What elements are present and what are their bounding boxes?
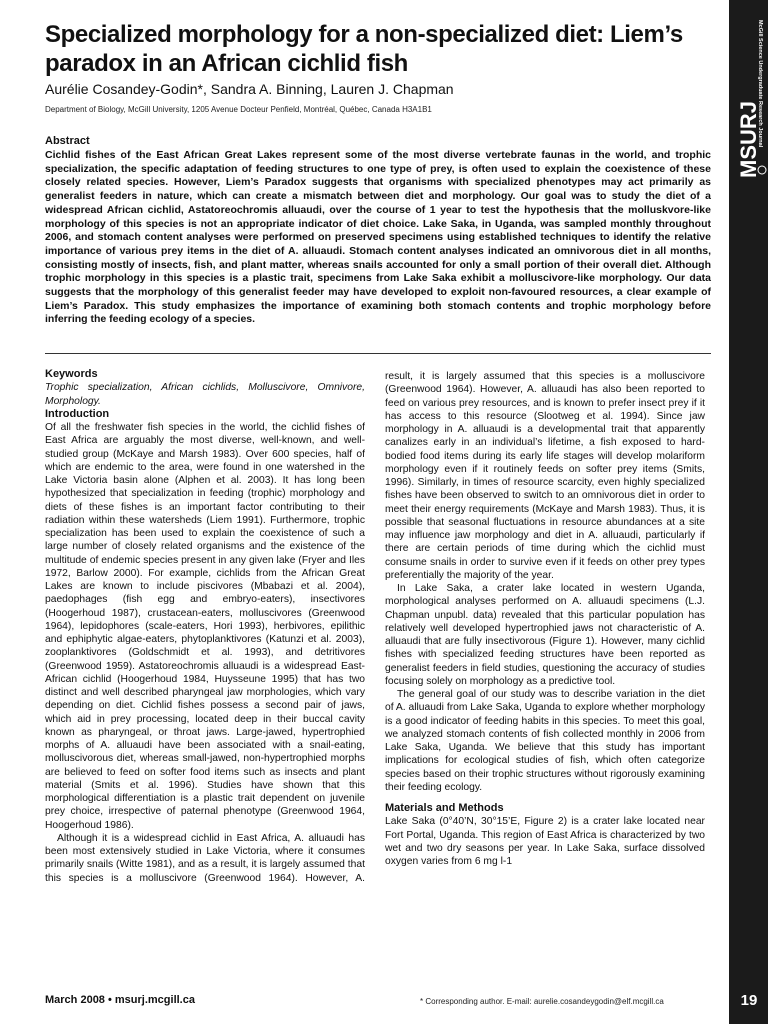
introduction-heading: Introduction (45, 407, 110, 420)
msurj-logo-icon (726, 48, 768, 188)
footer-date-url: March 2008 • msurj.mcgill.ca (45, 994, 195, 1006)
authors: Aurélie Cosandey-Godin*, Sandra A. Binning, Lauren J. Chapman (45, 81, 454, 97)
intro-paragraph-2: Although it is a widespread cichlid in East Africa, A. alluaudi has been most extensively studied in Lake Victoria, where it consumes primarily snails (Witte 1981), and as a result, it is largely assumed that this species is a molluscivore (Greenwood 1964). However, A. (45, 832, 365, 884)
abstract-heading: Abstract (45, 135, 90, 147)
intro-paragraph-1: Of all the freshwater fish species in the world, the cichlid fishes of East Africa are arguably the most diverse, well-known, and well-studied group (McKaye and Marsh 1983). Over 600 species, half of which are endemic to the area, were found in one watershed in the Lake Victoria basin alone (Alphen et al. 2003). It has long been hypothesized that specialization in feeding (trophic) morphology and diets of these fishes is an important factor contributing to their radiation within these watersheds (Liem 1991). Furthermore, trophic specialization has been used to explain the coexistence of such a large number of closely related organisms and the existence of the multitude of endemic species present in any given lake (Fryer and Iles 1972, Barlow 2000). For example, cichlids from the African Great Lakes are known to include piscivores (Mbabazi et al. 2004), paedophages (fish egg and embryo-eaters), insectivores (Hoogerhoud 1987), crustacean-eaters, molluscivores (Greenwood 1964), lepidophores (scale-eaters, Hori 1993), herbivores, epilithic and ephiphytic algae-eaters, phytoplanktivores (Katunzi et al. 2003), zooplanktivores (Goldschmidt et al. 1993), and detritivores (Greenwood 1959). Astatoreochromis alluaudi is a widespread East-African cichlid (Hoogerhoud 1984, Huysseune 1995) that has two distinct and well described pharyngeal jaw morphologies, which vary depending on diet. Cichlid fishes possess a second pair of jaws, which aid in prey processing, located deep in their buccal cavity known as pharyngeal, or throat jaws. Large-jawed, hypertrophied morphs of A. alluaudi have been associated with a snail-eating, molluscivorous diet, whereas small-jawed, non-hypertrophied morphs are believed to feed on softer food items such as insects and plant material (Smits et al. 1996). Studies have shown that this morphological differentiation is a plastic trait dependent on juvenile prey choice, irrespective of paternal phenotype (Greenwood 1964, Hoogerhoud 1986). (45, 422, 365, 831)
keywords-text: Trophic specialization, African cichlids, Molluscivore, Omnivore, Morphology. (45, 382, 365, 407)
intro-paragraph-2-continued: result, it is largely assumed that this species is a molluscivore (Greenwood 1964). However, A. alluaudi has also been reported to feed on various prey resources, and is known to prefer insect prey if it has access to this resource (Slootweg et al. 1994). Since jaw morphology in A. alluaudi is a developmental trait that apparently canalizes early in an individual’s lifetime, a fish exposed to hard-bodied food items during its early life stages will develop molariform morphology even if it routinely feeds on softer prey items (Smits, 1996). Similarly, in times of resource scarcity, even highly specialized fishes have been observed to switch to an omnivorous diet in order to meet their energy requirements (McKaye and Marsh 1983). Thus, it is possible that seasonal fluctuations in resource abundances at a site may influence jaw morphology and diet in A. alluaudi, particularly if there are certain periods of time during which the cichlid must consume snails in order to survive even if it feeds on other prey types preferentially the majority of the year. (385, 371, 705, 581)
methods-paragraph-1: Lake Saka (0°40’N, 30°15’E, Figure 2) is a crater lake located near Fort Portal, Uganda. This region of East Africa is characterized by two wet and two dry seasons per year. In Lake Saka, surface dissolved oxygen varies from 6 mg l-1 (385, 816, 705, 867)
footer-corresponding-author: * Corresponding author. E-mail: aurelie.cosandeygodin@elf.mcgill.ca (420, 997, 664, 1006)
section-divider (45, 353, 711, 354)
column-right (385, 370, 705, 868)
page-number: 19 (740, 992, 758, 1009)
msurj-logo-text: MSURJ (736, 100, 761, 178)
column-left (45, 368, 365, 885)
abstract-text: Cichlid fishes of the East African Great Lakes represent some of the most diverse vertebrate faunas in the world, and trophic specialization, the specific adaptation of feeding structures to one type of prey, is often used to explain the coexistence of these closely related species. However, Liem’s Paradox suggests that organisms with specialized phenotypes may act primarily as generalist feeders in nature, which can create a mismatch between diet and morphology. Our goal was to study the diet of a widespread African cichlid, Astatoreochromis alluaudi, over the course of 1 year to test the hypothesis that the molluskvore-like morphology of this species is not an appropriate indicator of diet choice. Lake Saka, in Uganda, was sampled monthly throughout 2006, and stomach content analyses were performed on preserved specimens using established techniques to identify the relative importance of various prey items in the diet of A. alluaudi. Stomach content analyses indicated an omnivorous diet in all months, consisting mostly of insects, fish, and plant matter, whereas snails accounted for only a small portion of their overall diet. Although trophic morphology in this species is a plastic trait, specimens from Lake Saka exhibit a molluscivore-like morphology. Our data suggests that the morphology of this generalist feeder may have developed to exploit non-favoured resources, a clear example of Liem’s Paradox. This study emphasizes the importance of examining both stomach contents and trophic morphology before inferring the feeding ecology of a species. (45, 149, 711, 326)
journal-name: McGill Science Undergraduate Research Journal (757, 20, 763, 148)
keywords-heading: Keywords (45, 368, 98, 380)
affiliation: Department of Biology, McGill University, 1205 Avenue Docteur Penfield, Montréal, Québec, Canada H3A1B1 (45, 105, 432, 114)
paper-title: Specialized morphology for a non-specialized diet: Liem’s paradox in an African cichlid fish (45, 21, 683, 77)
intro-paragraph-4: The general goal of our study was to describe variation in the diet of A. alluaudi from Lake Saka, Uganda to explore whether morphology is a good indicator of feeding habits in this species. To meet this goal, we analyzed stomach contents of fish collected monthly in 2006 from Lake Saka, Uganda. We believe that this study has important implications for ecological studies of fish, which often categorize species based on their trophic structures without rigorously examining their feeding ecology. (385, 689, 705, 793)
methods-heading: Materials and Methods (385, 802, 504, 814)
intro-paragraph-3: In Lake Saka, a crater lake located in western Uganda, morphological analyses performed on A. alluaudi specimens (L.J. Chapman unpubl. data) revealed that this particular population has relatively well developed hypertrophied jaws not characteristic of A. alluaudi that are fully insectivorous (Figure 1). However, many cichlid fishes with specialized feeding structures have been reported as generalist feeders in field studies, questioning the accuracy of studies focusing solely on morphology as a predictive tool. (385, 583, 705, 687)
